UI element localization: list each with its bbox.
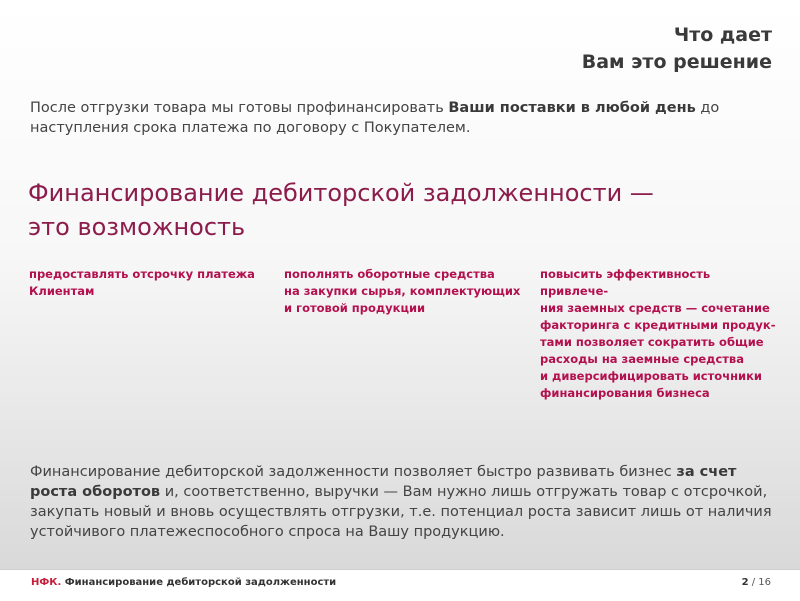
- intro-text: [30, 98, 770, 138]
- page-current: 2: [741, 577, 749, 588]
- benefit-line: и готовой продукции: [284, 301, 426, 315]
- benefit-line: предоставлять отсрочку платежа: [29, 267, 255, 281]
- summary-text-start: Финансирование дебиторской задолженности позволяет быстро развивать бизнес: [30, 464, 677, 480]
- summary-text-end: и, соответственно, выручки — Вам нужно лишь отгружать товар с отсрочкой, закупать новый и вновь осуществлять отгрузки, т.е. потенциал роста зависит лишь от наличия устойчивого платежеспособного спроса на Вашу продукцию.: [30, 484, 772, 540]
- headline-line-2: это возможность: [28, 213, 246, 241]
- summary-paragraph: [30, 462, 775, 542]
- benefit-column-1: [29, 266, 269, 300]
- benefit-line: пополнять оборотные средства: [284, 267, 495, 281]
- footer-document-title: Финансирование дебиторской задолженности: [61, 577, 337, 588]
- benefit-line: повысить эффективность привлече-: [540, 267, 711, 298]
- benefit-line: Клиентам: [29, 284, 95, 298]
- benefit-line: финансирования бизнеса: [540, 386, 710, 400]
- page-total: 16: [758, 577, 771, 588]
- intro-text-bold: Ваши поставки в любой день: [448, 100, 696, 116]
- intro-text-end: до наступления срока платежа по договору с Покупателем.: [30, 100, 720, 136]
- benefit-column-3: [540, 266, 780, 402]
- corner-title-line-1: Что дает: [673, 24, 772, 46]
- benefit-line: и диверсифицировать источники: [540, 369, 762, 383]
- headline-line-1: Финансирование дебиторской задолженности —: [28, 179, 654, 207]
- headline: [28, 176, 768, 244]
- footer: [0, 569, 800, 601]
- page-counter: [742, 577, 771, 588]
- benefit-line: ния заемных средств — сочетание: [540, 301, 770, 315]
- footer-brand: НФК.: [31, 577, 62, 588]
- summary-text-bold: за счет роста оборотов: [30, 464, 737, 500]
- intro-text-start: После отгрузки товара мы готовы профинансировать: [30, 100, 449, 116]
- footer-title: [31, 577, 336, 588]
- benefit-line: тами позволяет сократить общие: [540, 335, 764, 349]
- benefit-line: расходы на заемные средства: [540, 352, 744, 366]
- benefit-line: на закупки сырья, комплектующих: [284, 284, 521, 298]
- benefit-line: факторинга с кредитными продук-: [540, 318, 776, 332]
- page-separator: /: [748, 577, 759, 588]
- corner-title: [582, 22, 772, 76]
- corner-title-line-2: Вам это решение: [581, 51, 772, 73]
- benefit-column-2: [284, 266, 524, 317]
